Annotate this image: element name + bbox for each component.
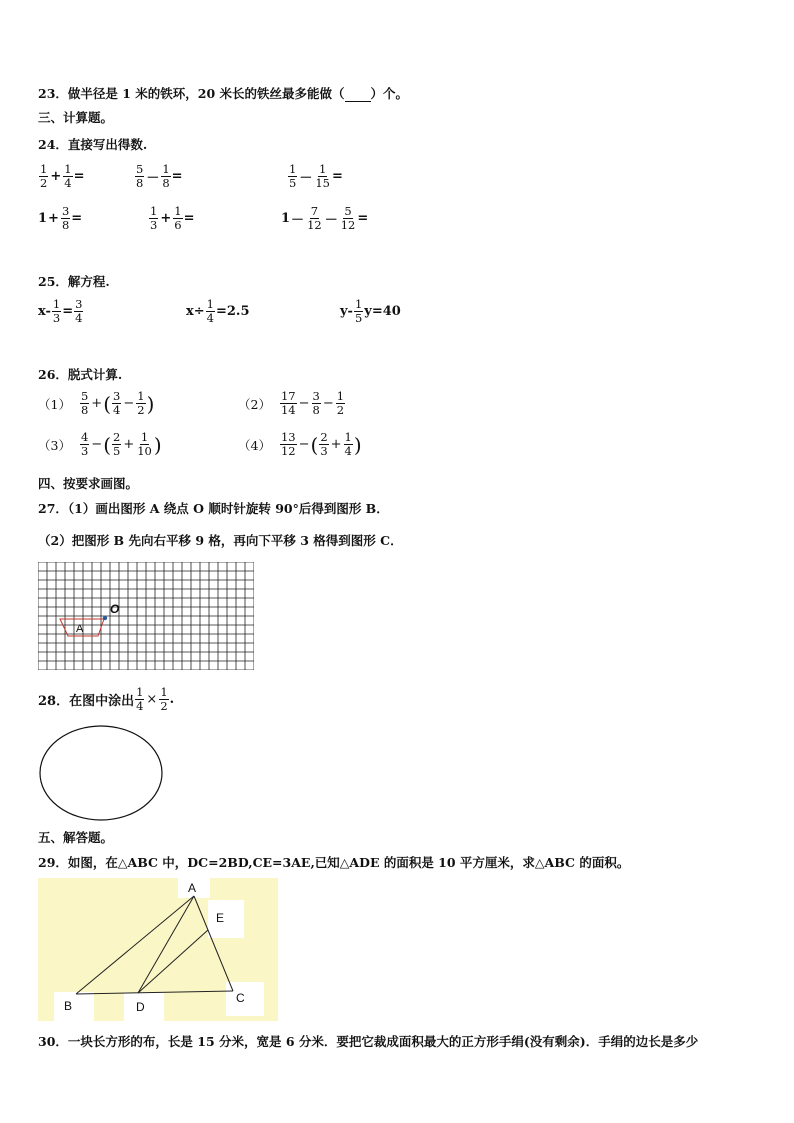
fraction: $\frac{5}{8}$ <box>136 162 144 190</box>
fraction: $\frac{1}{3}$ <box>52 297 61 325</box>
point-o-label: O <box>110 602 120 616</box>
question-28: 28．在图中涂出 $\frac{1}{4}$ × $\frac{1}{2}$ . <box>38 685 175 713</box>
question-30: 30．一块长方形的布，长是 15 分米，宽是 6 分米．要把它裁成面积最大的正方形手绢(没有剩余)．手绢的边长是多少 <box>38 1034 699 1049</box>
q24-expr-5: $\frac{1}{3}$ + $\frac{1}{6}$ = <box>150 204 195 232</box>
question-23: 23．做半径是 1 米的铁环，20 米长的铁丝最多能做（ ）个。 <box>38 86 409 101</box>
q26-expr-3: （3） $\frac{4}{3}$ − ( $\frac{2}{5}$ + $\frac{1}{10}$ ) <box>38 430 162 458</box>
q24-expr-4: 1 + $\frac{3}{8}$ = <box>38 204 83 232</box>
fraction: $\frac{1}{5}$ <box>289 162 297 190</box>
shape-a-label: A <box>76 623 84 635</box>
drawing-grid[interactable] <box>38 562 254 670</box>
fraction: $\frac{2}{5}$ <box>113 430 121 458</box>
fraction: $\frac{1}{15}$ <box>315 162 330 190</box>
q26-expr-4: （4） $\frac{13}{12}$ − ( $\frac{2}{3}$ + $\frac{1}{4}$ ) <box>238 430 362 458</box>
fraction: $\frac{1}{4}$ <box>136 685 144 713</box>
fraction: $\frac{1}{3}$ <box>150 204 158 232</box>
fraction: $\frac{1}{2}$ <box>40 162 48 190</box>
fraction: $\frac{1}{4}$ <box>206 297 214 325</box>
fraction: $\frac{2}{3}$ <box>320 430 328 458</box>
fraction: $\frac{1}{2}$ <box>336 389 345 417</box>
answer-blank[interactable] <box>345 86 371 102</box>
question-27-line-2: （2）把图形 B 先向右平移 9 格，再向下平移 3 格得到图形 C． <box>38 533 403 548</box>
question-26-title: 26．脱式计算. <box>38 367 123 382</box>
fraction: $\frac{1}{10}$ <box>137 430 152 458</box>
fraction: $\frac{3}{4}$ <box>75 297 83 325</box>
q24-expr-3: $\frac{1}{5}$ － $\frac{1}{15}$ = <box>289 162 343 190</box>
point-e-label: E <box>216 911 225 925</box>
fraction: $\frac{1}{6}$ <box>174 204 182 232</box>
fraction: $\frac{4}{3}$ <box>80 430 89 458</box>
fraction: $\frac{1}{5}$ <box>354 297 363 325</box>
q26-expr-1: （1） $\frac{5}{8}$ + ( $\frac{3}{4}$ − $\frac{1}{2}$ ) <box>38 389 155 417</box>
point-o <box>103 616 107 620</box>
q25-equation-3: y- $\frac{1}{5}$ y=40 <box>340 297 401 325</box>
q25-equation-2: x÷ $\frac{1}{4}$ =2.5 <box>186 297 250 325</box>
section-5-heading: 五、解答题。 <box>38 830 114 845</box>
fraction: $\frac{1}{4}$ <box>344 430 352 458</box>
fraction: $\frac{7}{12}$ <box>307 204 322 232</box>
fraction: $\frac{5}{8}$ <box>80 389 89 417</box>
fraction: $\frac{1}{2}$ <box>160 685 168 713</box>
q24-expr-2: $\frac{5}{8}$ － $\frac{1}{8}$ = <box>136 162 183 190</box>
fraction: $\frac{1}{4}$ <box>64 162 72 190</box>
question-29: 29．如图，在△ABC 中，DC=2BD,CE=3AE,已知△ADE 的面积是 10 平方厘米，求△ABC 的面积。 <box>38 855 630 870</box>
q24-expr-1: $\frac{1}{2}$ + $\frac{1}{4}$ = <box>40 162 85 190</box>
q26-expr-2: （2） $\frac{17}{14}$ − $\frac{3}{8}$ − $\frac{1}{2}$ <box>238 389 345 417</box>
question-25-title: 25．解方程. <box>38 274 110 289</box>
section-4-heading: 四、按要求画图。 <box>38 476 139 491</box>
q25-equation-1: x- $\frac{1}{3}$ = $\frac{3}{4}$ <box>38 297 83 325</box>
fraction: $\frac{5}{12}$ <box>340 204 356 232</box>
fraction: $\frac{13}{12}$ <box>280 430 296 458</box>
point-d-label: D <box>136 1000 145 1014</box>
q24-expr-6: 1 － $\frac{7}{12}$ － $\frac{5}{12}$ = <box>281 204 369 232</box>
fraction: $\frac{1}{2}$ <box>137 389 145 417</box>
vertex-c-label: C <box>236 991 245 1005</box>
fraction: $\frac{17}{14}$ <box>280 389 296 417</box>
triangle-diagram <box>38 878 278 1021</box>
fraction: $\frac{3}{8}$ <box>61 204 70 232</box>
grid-lines <box>38 562 254 670</box>
fraction: $\frac{3}{8}$ <box>312 389 320 417</box>
question-24-title: 24．直接写出得数. <box>38 137 148 152</box>
vertex-b-label: B <box>64 999 73 1013</box>
fraction: $\frac{3}{4}$ <box>113 389 121 417</box>
section-3-heading: 三、计算题。 <box>38 110 114 125</box>
fraction: $\frac{1}{8}$ <box>162 162 170 190</box>
question-27-line-1: 27．（1）画出图形 A 绕点 O 顺时针旋转 90°后得到图形 B． <box>38 501 389 516</box>
circle-figure[interactable] <box>38 724 164 822</box>
vertex-a-label: A <box>188 881 197 895</box>
